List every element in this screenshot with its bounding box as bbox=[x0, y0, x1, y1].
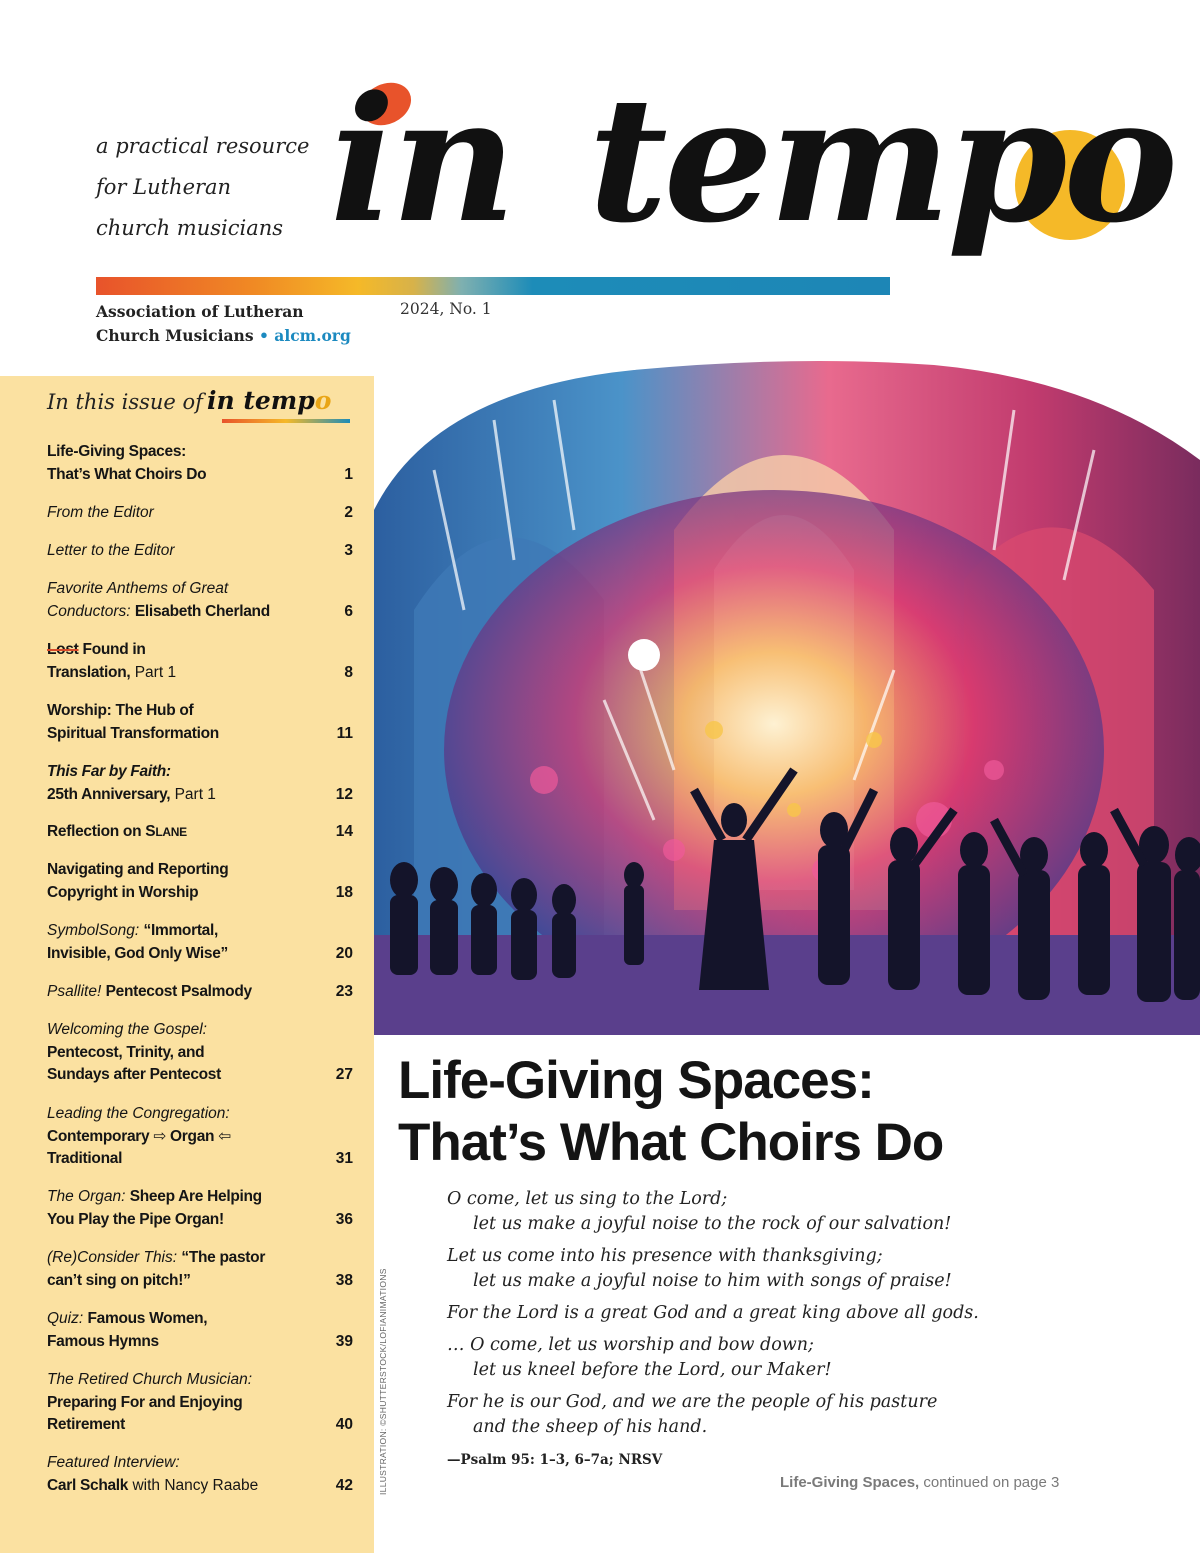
toc-entry-subtitle: Welcoming the Gospel: bbox=[47, 1021, 207, 1038]
toc-entry[interactable] bbox=[47, 1103, 353, 1171]
toc-entry-part: Part 1 bbox=[130, 663, 177, 681]
toc-entry[interactable] bbox=[47, 761, 353, 806]
toc-page-number: 6 bbox=[344, 602, 353, 620]
toc-entry-subtitle: Quiz: bbox=[47, 1310, 88, 1327]
toc-page-number: 11 bbox=[336, 724, 353, 742]
toc-entry-title: Traditional bbox=[47, 1150, 123, 1167]
tagline-line: a practical resource bbox=[96, 134, 310, 158]
toc-entry-title: Letter to the Editor bbox=[47, 542, 175, 559]
toc-entry[interactable] bbox=[47, 578, 353, 623]
svg-text:in tempo bbox=[330, 58, 1174, 261]
psalm-line: and the sheep of his hand. bbox=[473, 1417, 708, 1437]
toc-page-number: 18 bbox=[335, 883, 353, 901]
toc-page-number: 3 bbox=[344, 542, 353, 559]
logo-letter-o: o bbox=[1063, 58, 1175, 261]
toc-entry-title: Famous Hymns bbox=[47, 1332, 159, 1350]
psalm-stanza bbox=[447, 1244, 1167, 1294]
toc-entry-author: with Nancy Raabe bbox=[128, 1476, 259, 1494]
toc-entry-title: This Far by Faith: bbox=[47, 763, 171, 780]
toc-page-number: 36 bbox=[335, 1210, 353, 1228]
toc-entry-subtitle: The Organ: bbox=[47, 1188, 130, 1205]
toc-entry-title: That’s What Choirs Do bbox=[47, 465, 207, 483]
logo-word-in: in bbox=[330, 58, 513, 261]
masthead-color-bar bbox=[96, 277, 890, 295]
tagline-line: church musicians bbox=[96, 216, 284, 240]
psalm-quote bbox=[447, 1187, 1167, 1447]
toc-entry-title: Elisabeth Cherland bbox=[134, 602, 270, 620]
toc-page-number: 12 bbox=[335, 785, 353, 803]
toc-entry[interactable] bbox=[47, 859, 353, 904]
toc-entry-subtitle: Conductors: bbox=[47, 602, 135, 620]
toc-entry-title: Worship: The Hub of bbox=[47, 702, 194, 719]
toc-entry-title: Carl Schalk bbox=[47, 1476, 129, 1494]
toc-page-number: 8 bbox=[344, 663, 353, 681]
toc-entry-title: Found in bbox=[78, 641, 146, 658]
psalm-stanza bbox=[447, 1390, 1167, 1440]
toc-entry-title: 25th Anniversary, bbox=[47, 785, 171, 803]
toc-entry-subtitle: (Re)Consider This: bbox=[47, 1249, 182, 1266]
illustration-credit: ILLUSTRATION: ©SHUTTERSTOCK/LOFIANIMATIONS bbox=[378, 1268, 388, 1495]
toc-entry[interactable] bbox=[47, 441, 353, 486]
psalm-line: Let us come into his presence with thanksgiving; bbox=[447, 1246, 883, 1266]
continued-title: Life-Giving Spaces, bbox=[780, 1474, 920, 1491]
toc-entry-title: You Play the Pipe Organ! bbox=[47, 1210, 224, 1228]
toc-entry-subtitle: Featured Interview: bbox=[47, 1454, 180, 1471]
toc-entry-title: Favorite Anthems of Great bbox=[47, 580, 229, 597]
association-line-1: Association of Lutheran bbox=[96, 302, 304, 321]
toc-page-number: 23 bbox=[335, 983, 353, 1000]
toc-entry-title: can’t sing on pitch!” bbox=[47, 1271, 191, 1289]
toc-entry-title: Sundays after Pentecost bbox=[47, 1066, 221, 1083]
headline-line-2: That’s What Choirs Do bbox=[398, 1113, 944, 1172]
toc-entry[interactable] bbox=[47, 821, 353, 844]
psalm-line: let us kneel before the Lord, our Maker! bbox=[473, 1360, 832, 1380]
psalm-stanza bbox=[447, 1187, 1167, 1237]
psalm-stanza bbox=[447, 1333, 1167, 1383]
toc-entry-title: Preparing For and Enjoying bbox=[47, 1393, 243, 1411]
toc-heading-text: In this issue of bbox=[47, 390, 203, 414]
logo-word-temp: temp bbox=[588, 58, 1064, 261]
toc-page-number: 38 bbox=[335, 1271, 353, 1289]
bullet-dot: • bbox=[258, 326, 269, 345]
choir-illustration bbox=[374, 350, 1200, 1035]
toc-entry-title: Contemporary bbox=[47, 1127, 154, 1145]
toc-entry-title: Navigating and Reporting bbox=[47, 861, 229, 878]
toc-heading bbox=[47, 386, 377, 432]
issue-number: 2024, No. 1 bbox=[400, 300, 492, 318]
psalm-line: For he is our God, and we are the people of his pasture bbox=[447, 1392, 938, 1412]
toc-entry[interactable] bbox=[47, 1369, 353, 1437]
toc-entry[interactable] bbox=[47, 540, 353, 563]
toc-entry-title: “The pastor bbox=[181, 1249, 266, 1266]
toc-mini-logo-o: o bbox=[314, 386, 332, 415]
toc-entry-subtitle: SymbolSong: bbox=[47, 922, 144, 939]
article-headline bbox=[398, 1050, 1188, 1174]
association-info bbox=[96, 300, 351, 348]
toc-entry[interactable] bbox=[47, 700, 353, 745]
toc-entry[interactable] bbox=[47, 639, 353, 684]
psalm-stanza bbox=[447, 1301, 1167, 1326]
toc-entry-strikethrough: Lost bbox=[47, 641, 79, 658]
psalm-line: let us make a joyful noise to the rock of our salvation! bbox=[473, 1214, 952, 1234]
toc-entry-smallcaps: LANE bbox=[155, 825, 187, 839]
toc-entry[interactable] bbox=[47, 502, 353, 525]
toc-entry-title: Pentecost Psalmody bbox=[105, 983, 252, 1000]
toc-entry-subtitle: Leading the Congregation: bbox=[47, 1105, 230, 1122]
psalm-line: O come, let us sing to the Lord; bbox=[447, 1189, 728, 1209]
light-burst bbox=[444, 490, 1104, 1010]
toc-entry[interactable] bbox=[47, 1186, 353, 1231]
floor bbox=[374, 935, 1200, 1035]
toc-entry[interactable] bbox=[47, 1247, 353, 1292]
toc-entry[interactable] bbox=[47, 1308, 353, 1353]
toc-entry-title: Pentecost, Trinity, and bbox=[47, 1043, 205, 1061]
toc-entry-title: Translation, bbox=[47, 663, 131, 681]
psalm-line: let us make a joyful noise to him with songs of praise! bbox=[473, 1271, 952, 1291]
toc-entry-title: From the Editor bbox=[47, 504, 154, 521]
toc-mini-color-bar bbox=[222, 419, 350, 423]
continued-text: continued on page 3 bbox=[919, 1474, 1060, 1491]
toc-entry[interactable] bbox=[47, 1019, 353, 1087]
toc-entry[interactable] bbox=[47, 920, 353, 965]
toc-entry-subtitle: Psallite! bbox=[47, 983, 106, 1000]
toc-page-number: 2 bbox=[344, 504, 353, 521]
toc-page-number: 14 bbox=[335, 823, 353, 840]
arrow-left-icon: ⇦ bbox=[218, 1127, 231, 1145]
website-link[interactable]: alcm.org bbox=[274, 326, 351, 345]
toc-page-number: 40 bbox=[335, 1416, 353, 1433]
toc-entry-title: Spiritual Transformation bbox=[47, 724, 219, 742]
toc-entry-title: Life-Giving Spaces: bbox=[47, 443, 186, 460]
toc-page-number: 42 bbox=[335, 1476, 353, 1494]
toc-entry-part: Part 1 bbox=[170, 785, 216, 803]
toc-entry-title: Reflection on bbox=[47, 823, 146, 840]
arrow-right-icon: ⇨ bbox=[153, 1127, 167, 1145]
toc-entry-title: Invisible, God Only Wise” bbox=[47, 944, 228, 962]
toc-entry-title: “Immortal, bbox=[143, 922, 219, 939]
psalm-line: For the Lord is a great God and a great king above all gods. bbox=[447, 1303, 979, 1323]
headline-line-1: Life-Giving Spaces: bbox=[398, 1051, 874, 1110]
toc-entry-smallcaps-initial: S bbox=[145, 823, 156, 840]
association-line-2: Church Musicians bbox=[96, 326, 254, 345]
in-tempo-logo bbox=[330, 58, 1175, 310]
tagline bbox=[96, 126, 336, 249]
toc-entry-title: Sheep Are Helping bbox=[129, 1188, 262, 1205]
toc-entry-title: Retirement bbox=[47, 1416, 125, 1433]
psalm-citation: —Psalm 95: 1–3, 6–7a; NRSV bbox=[447, 1452, 663, 1468]
toc-page-number: 1 bbox=[344, 465, 353, 483]
toc-page-number: 27 bbox=[335, 1066, 353, 1083]
toc-entry-title: Famous Women, bbox=[87, 1310, 208, 1327]
toc-page-number: 39 bbox=[335, 1332, 353, 1350]
toc-entry[interactable] bbox=[47, 1452, 353, 1497]
tagline-line: for Lutheran bbox=[96, 175, 232, 199]
psalm-line: … O come, let us worship and bow down; bbox=[447, 1335, 814, 1355]
toc-page-number: 20 bbox=[335, 944, 353, 962]
toc-entry-title: Copyright in Worship bbox=[47, 883, 199, 901]
toc-entry-subtitle: The Retired Church Musician: bbox=[47, 1371, 253, 1388]
toc-mini-logo bbox=[207, 386, 331, 415]
paint-splash bbox=[628, 639, 660, 671]
toc-entry[interactable] bbox=[47, 981, 353, 1004]
toc-page-number: 31 bbox=[335, 1150, 353, 1167]
continued-note[interactable] bbox=[780, 1474, 1059, 1491]
toc-entry-title: Organ bbox=[166, 1127, 219, 1145]
toc-mini-logo-text: in temp bbox=[206, 386, 315, 415]
